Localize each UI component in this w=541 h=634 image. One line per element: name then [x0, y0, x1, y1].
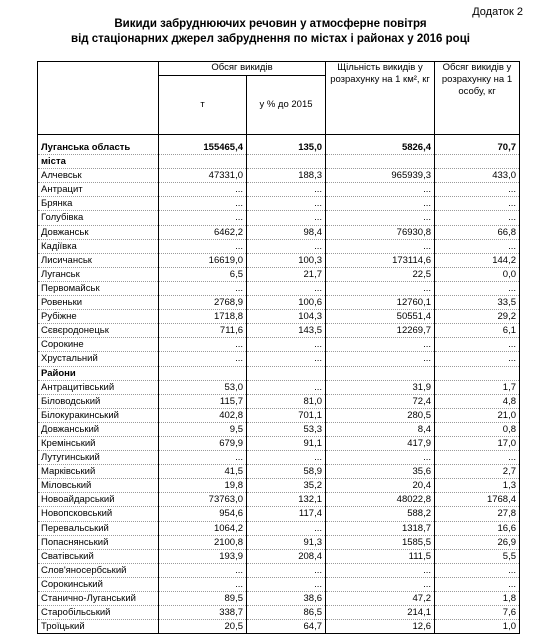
row-name: Лисичанськ [38, 253, 159, 267]
cell-density: ... [326, 239, 435, 253]
cell-tonnes: 6,5 [159, 267, 247, 281]
table-row [38, 549, 520, 563]
cell-tonnes: 402,8 [159, 408, 247, 422]
cell-density: ... [326, 352, 435, 366]
table-row [38, 507, 520, 521]
cell-tonnes: 1064,2 [159, 521, 247, 535]
cell-tonnes: 41,5 [159, 465, 247, 479]
cell-percent: ... [247, 521, 326, 535]
cell-density: 12760,1 [326, 296, 435, 310]
cell-density: 214,1 [326, 606, 435, 620]
row-name: Перевальський [38, 521, 159, 535]
cell-per-person: 17,0 [435, 436, 520, 450]
row-name: Рубіжне [38, 310, 159, 324]
header-percent: у % до 2015 [247, 76, 326, 135]
table-row [38, 380, 520, 394]
row-name: Сорокинський [38, 577, 159, 591]
cell-tonnes: 16619,0 [159, 253, 247, 267]
cell-tonnes: 20,5 [159, 620, 247, 634]
table-row [38, 521, 520, 535]
cell-tonnes: ... [159, 281, 247, 295]
cell-density: ... [326, 281, 435, 295]
cell-per-person: 2,7 [435, 465, 520, 479]
cell-per-person: 7,6 [435, 606, 520, 620]
table-row [38, 493, 520, 507]
cell-percent: 38,6 [247, 592, 326, 606]
row-name: Первомайськ [38, 281, 159, 295]
cell-per-person: 70,7 [435, 135, 520, 155]
table-row [38, 197, 520, 211]
cell-percent: ... [247, 380, 326, 394]
cell-percent [247, 155, 326, 169]
header-volume: Обсяг викидів [159, 62, 326, 76]
cell-percent: 98,4 [247, 225, 326, 239]
table-body [38, 135, 520, 634]
cell-percent: 100,6 [247, 296, 326, 310]
row-name: Луганськ [38, 267, 159, 281]
header-density: Щільність викидів у розрахунку на 1 км², кг [326, 62, 435, 135]
cell-percent: 53,3 [247, 422, 326, 436]
cell-tonnes: ... [159, 352, 247, 366]
cell-percent: 117,4 [247, 507, 326, 521]
cell-per-person: ... [435, 563, 520, 577]
row-name: Сорокине [38, 338, 159, 352]
cell-density: 111,5 [326, 549, 435, 563]
table-row [38, 422, 520, 436]
cell-density: 50551,4 [326, 310, 435, 324]
cell-density: 1318,7 [326, 521, 435, 535]
cell-tonnes: ... [159, 338, 247, 352]
cell-density: 417,9 [326, 436, 435, 450]
cell-percent: ... [247, 352, 326, 366]
row-name: Слов'яносербський [38, 563, 159, 577]
table-row [38, 169, 520, 183]
cell-density: ... [326, 451, 435, 465]
cell-per-person: ... [435, 197, 520, 211]
cell-percent: ... [247, 338, 326, 352]
cell-percent: 132,1 [247, 493, 326, 507]
cell-tonnes: 193,9 [159, 549, 247, 563]
cell-tonnes [159, 155, 247, 169]
cell-per-person: ... [435, 183, 520, 197]
cell-density: 20,4 [326, 479, 435, 493]
cell-density: 12,6 [326, 620, 435, 634]
cell-per-person: 16,6 [435, 521, 520, 535]
table-row [38, 155, 520, 169]
table-row [38, 408, 520, 422]
row-name: Довжанський [38, 422, 159, 436]
cell-percent: 58,9 [247, 465, 326, 479]
table-row [38, 620, 520, 634]
table-row [38, 563, 520, 577]
cell-percent: ... [247, 577, 326, 591]
cell-per-person: 0,8 [435, 422, 520, 436]
cell-tonnes: 2100,8 [159, 535, 247, 549]
cell-per-person: ... [435, 239, 520, 253]
row-name: Білокуракинський [38, 408, 159, 422]
cell-per-person: 1,8 [435, 592, 520, 606]
cell-tonnes: 73763,0 [159, 493, 247, 507]
cell-per-person: 1,3 [435, 479, 520, 493]
row-name: Брянка [38, 197, 159, 211]
row-name: Кадіївка [38, 239, 159, 253]
cell-per-person: 26,9 [435, 535, 520, 549]
cell-tonnes: 9,5 [159, 422, 247, 436]
cell-tonnes: 954,6 [159, 507, 247, 521]
row-name: Антрацитівський [38, 380, 159, 394]
cell-tonnes: ... [159, 563, 247, 577]
cell-tonnes: 338,7 [159, 606, 247, 620]
cell-density: ... [326, 197, 435, 211]
row-name: Марківський [38, 465, 159, 479]
cell-percent: ... [247, 211, 326, 225]
table-row [38, 338, 520, 352]
row-name: Голубівка [38, 211, 159, 225]
cell-tonnes: 679,9 [159, 436, 247, 450]
cell-percent: 64,7 [247, 620, 326, 634]
cell-tonnes: ... [159, 451, 247, 465]
cell-density [326, 366, 435, 380]
cell-per-person: 4,8 [435, 394, 520, 408]
row-name: Станично-Луганський [38, 592, 159, 606]
cell-density: 12269,7 [326, 324, 435, 338]
cell-per-person [435, 366, 520, 380]
row-name: Сєвєродонецьк [38, 324, 159, 338]
cell-tonnes: 53,0 [159, 380, 247, 394]
cell-density: 35,6 [326, 465, 435, 479]
emissions-table [37, 61, 520, 634]
cell-density: ... [326, 338, 435, 352]
cell-per-person: 29,2 [435, 310, 520, 324]
cell-percent: 91,1 [247, 436, 326, 450]
row-name: Старобільський [38, 606, 159, 620]
table-row [38, 535, 520, 549]
row-name: Новопсковський [38, 507, 159, 521]
row-name: міста [38, 155, 159, 169]
table-row [38, 577, 520, 591]
cell-density [326, 155, 435, 169]
cell-per-person: ... [435, 281, 520, 295]
cell-percent: 208,4 [247, 549, 326, 563]
cell-tonnes: ... [159, 183, 247, 197]
cell-per-person: 1,0 [435, 620, 520, 634]
cell-tonnes: ... [159, 577, 247, 591]
cell-tonnes [159, 366, 247, 380]
table-row [38, 366, 520, 380]
header-tonnes: т [159, 76, 247, 135]
cell-per-person: 1,7 [435, 380, 520, 394]
cell-per-person: ... [435, 577, 520, 591]
cell-density: 1585,5 [326, 535, 435, 549]
table-row [38, 592, 520, 606]
row-name: Новоайдарський [38, 493, 159, 507]
cell-percent: 143,5 [247, 324, 326, 338]
cell-density: 588,2 [326, 507, 435, 521]
row-name: Райони [38, 366, 159, 380]
cell-per-person: 66,8 [435, 225, 520, 239]
row-name: Сватівський [38, 549, 159, 563]
cell-percent: 104,3 [247, 310, 326, 324]
table-row [38, 225, 520, 239]
table-row [38, 436, 520, 450]
row-name: Антрацит [38, 183, 159, 197]
cell-density: 72,4 [326, 394, 435, 408]
row-name: Міловський [38, 479, 159, 493]
cell-percent: 21,7 [247, 267, 326, 281]
table-row [38, 296, 520, 310]
cell-percent: ... [247, 451, 326, 465]
cell-percent: 35,2 [247, 479, 326, 493]
row-name: Довжанськ [38, 225, 159, 239]
cell-per-person: 1768,4 [435, 493, 520, 507]
cell-density: 5826,4 [326, 135, 435, 155]
cell-tonnes: 1718,8 [159, 310, 247, 324]
cell-density: 173114,6 [326, 253, 435, 267]
table-row [38, 281, 520, 295]
cell-density: 76930,8 [326, 225, 435, 239]
table-row [38, 479, 520, 493]
table-row [38, 135, 520, 155]
cell-per-person: 27,8 [435, 507, 520, 521]
cell-density: 48022,8 [326, 493, 435, 507]
row-name: Троїцький [38, 620, 159, 634]
cell-per-person: 33,5 [435, 296, 520, 310]
table-row [38, 239, 520, 253]
cell-tonnes: ... [159, 211, 247, 225]
table-row [38, 465, 520, 479]
addendum-label: Додаток 2 [472, 6, 523, 18]
cell-tonnes: 19,8 [159, 479, 247, 493]
cell-percent: 188,3 [247, 169, 326, 183]
cell-percent: 100,3 [247, 253, 326, 267]
row-name: Ровеньки [38, 296, 159, 310]
table-row [38, 324, 520, 338]
cell-density: 22,5 [326, 267, 435, 281]
cell-density: 31,9 [326, 380, 435, 394]
table-row [38, 211, 520, 225]
cell-per-person [435, 155, 520, 169]
cell-percent: 86,5 [247, 606, 326, 620]
cell-per-person: 0,0 [435, 267, 520, 281]
row-name: Лутугинський [38, 451, 159, 465]
cell-per-person: ... [435, 338, 520, 352]
row-name: Алчевськ [38, 169, 159, 183]
table-row [38, 267, 520, 281]
cell-per-person: 21,0 [435, 408, 520, 422]
cell-percent: 81,0 [247, 394, 326, 408]
cell-percent: 91,3 [247, 535, 326, 549]
title-line-2: від стаціонарних джерел забруднення по містах і районах у 2016 році [71, 33, 470, 45]
cell-per-person: 5,5 [435, 549, 520, 563]
cell-percent [247, 366, 326, 380]
cell-percent: ... [247, 183, 326, 197]
header-per-person: Обсяг викидів у розрахунку на 1 особу, кг [435, 62, 520, 135]
cell-per-person: ... [435, 352, 520, 366]
cell-per-person: 144,2 [435, 253, 520, 267]
cell-percent: 701,1 [247, 408, 326, 422]
table-row [38, 352, 520, 366]
cell-tonnes: 2768,9 [159, 296, 247, 310]
cell-density: 280,5 [326, 408, 435, 422]
table-row [38, 183, 520, 197]
cell-density: 47,2 [326, 592, 435, 606]
cell-percent: ... [247, 281, 326, 295]
row-name: Луганська область [38, 135, 159, 155]
table-row [38, 606, 520, 620]
cell-tonnes: ... [159, 197, 247, 211]
table-row [38, 394, 520, 408]
cell-percent: ... [247, 563, 326, 577]
cell-tonnes: 89,5 [159, 592, 247, 606]
row-name: Хрустальний [38, 352, 159, 366]
cell-percent: 135,0 [247, 135, 326, 155]
row-name: Попаснянський [38, 535, 159, 549]
cell-tonnes: 6462,2 [159, 225, 247, 239]
table-row [38, 253, 520, 267]
cell-per-person: ... [435, 211, 520, 225]
cell-density: ... [326, 211, 435, 225]
cell-percent: ... [247, 197, 326, 211]
cell-density: ... [326, 577, 435, 591]
cell-per-person: ... [435, 451, 520, 465]
row-name: Біловодський [38, 394, 159, 408]
table-row [38, 310, 520, 324]
cell-density: 965939,3 [326, 169, 435, 183]
cell-tonnes: 47331,0 [159, 169, 247, 183]
cell-tonnes: ... [159, 239, 247, 253]
cell-tonnes: 115,7 [159, 394, 247, 408]
cell-per-person: 6,1 [435, 324, 520, 338]
cell-density: ... [326, 563, 435, 577]
page-title [0, 17, 541, 47]
header-blank [38, 62, 159, 135]
row-name: Кремінський [38, 436, 159, 450]
cell-density: 8,4 [326, 422, 435, 436]
cell-tonnes: 711,6 [159, 324, 247, 338]
cell-percent: ... [247, 239, 326, 253]
cell-density: ... [326, 183, 435, 197]
cell-tonnes: 155465,4 [159, 135, 247, 155]
title-line-1: Викиди забруднюючих речовин у атмосферне повітря [114, 18, 427, 30]
cell-per-person: 433,0 [435, 169, 520, 183]
table-row [38, 451, 520, 465]
